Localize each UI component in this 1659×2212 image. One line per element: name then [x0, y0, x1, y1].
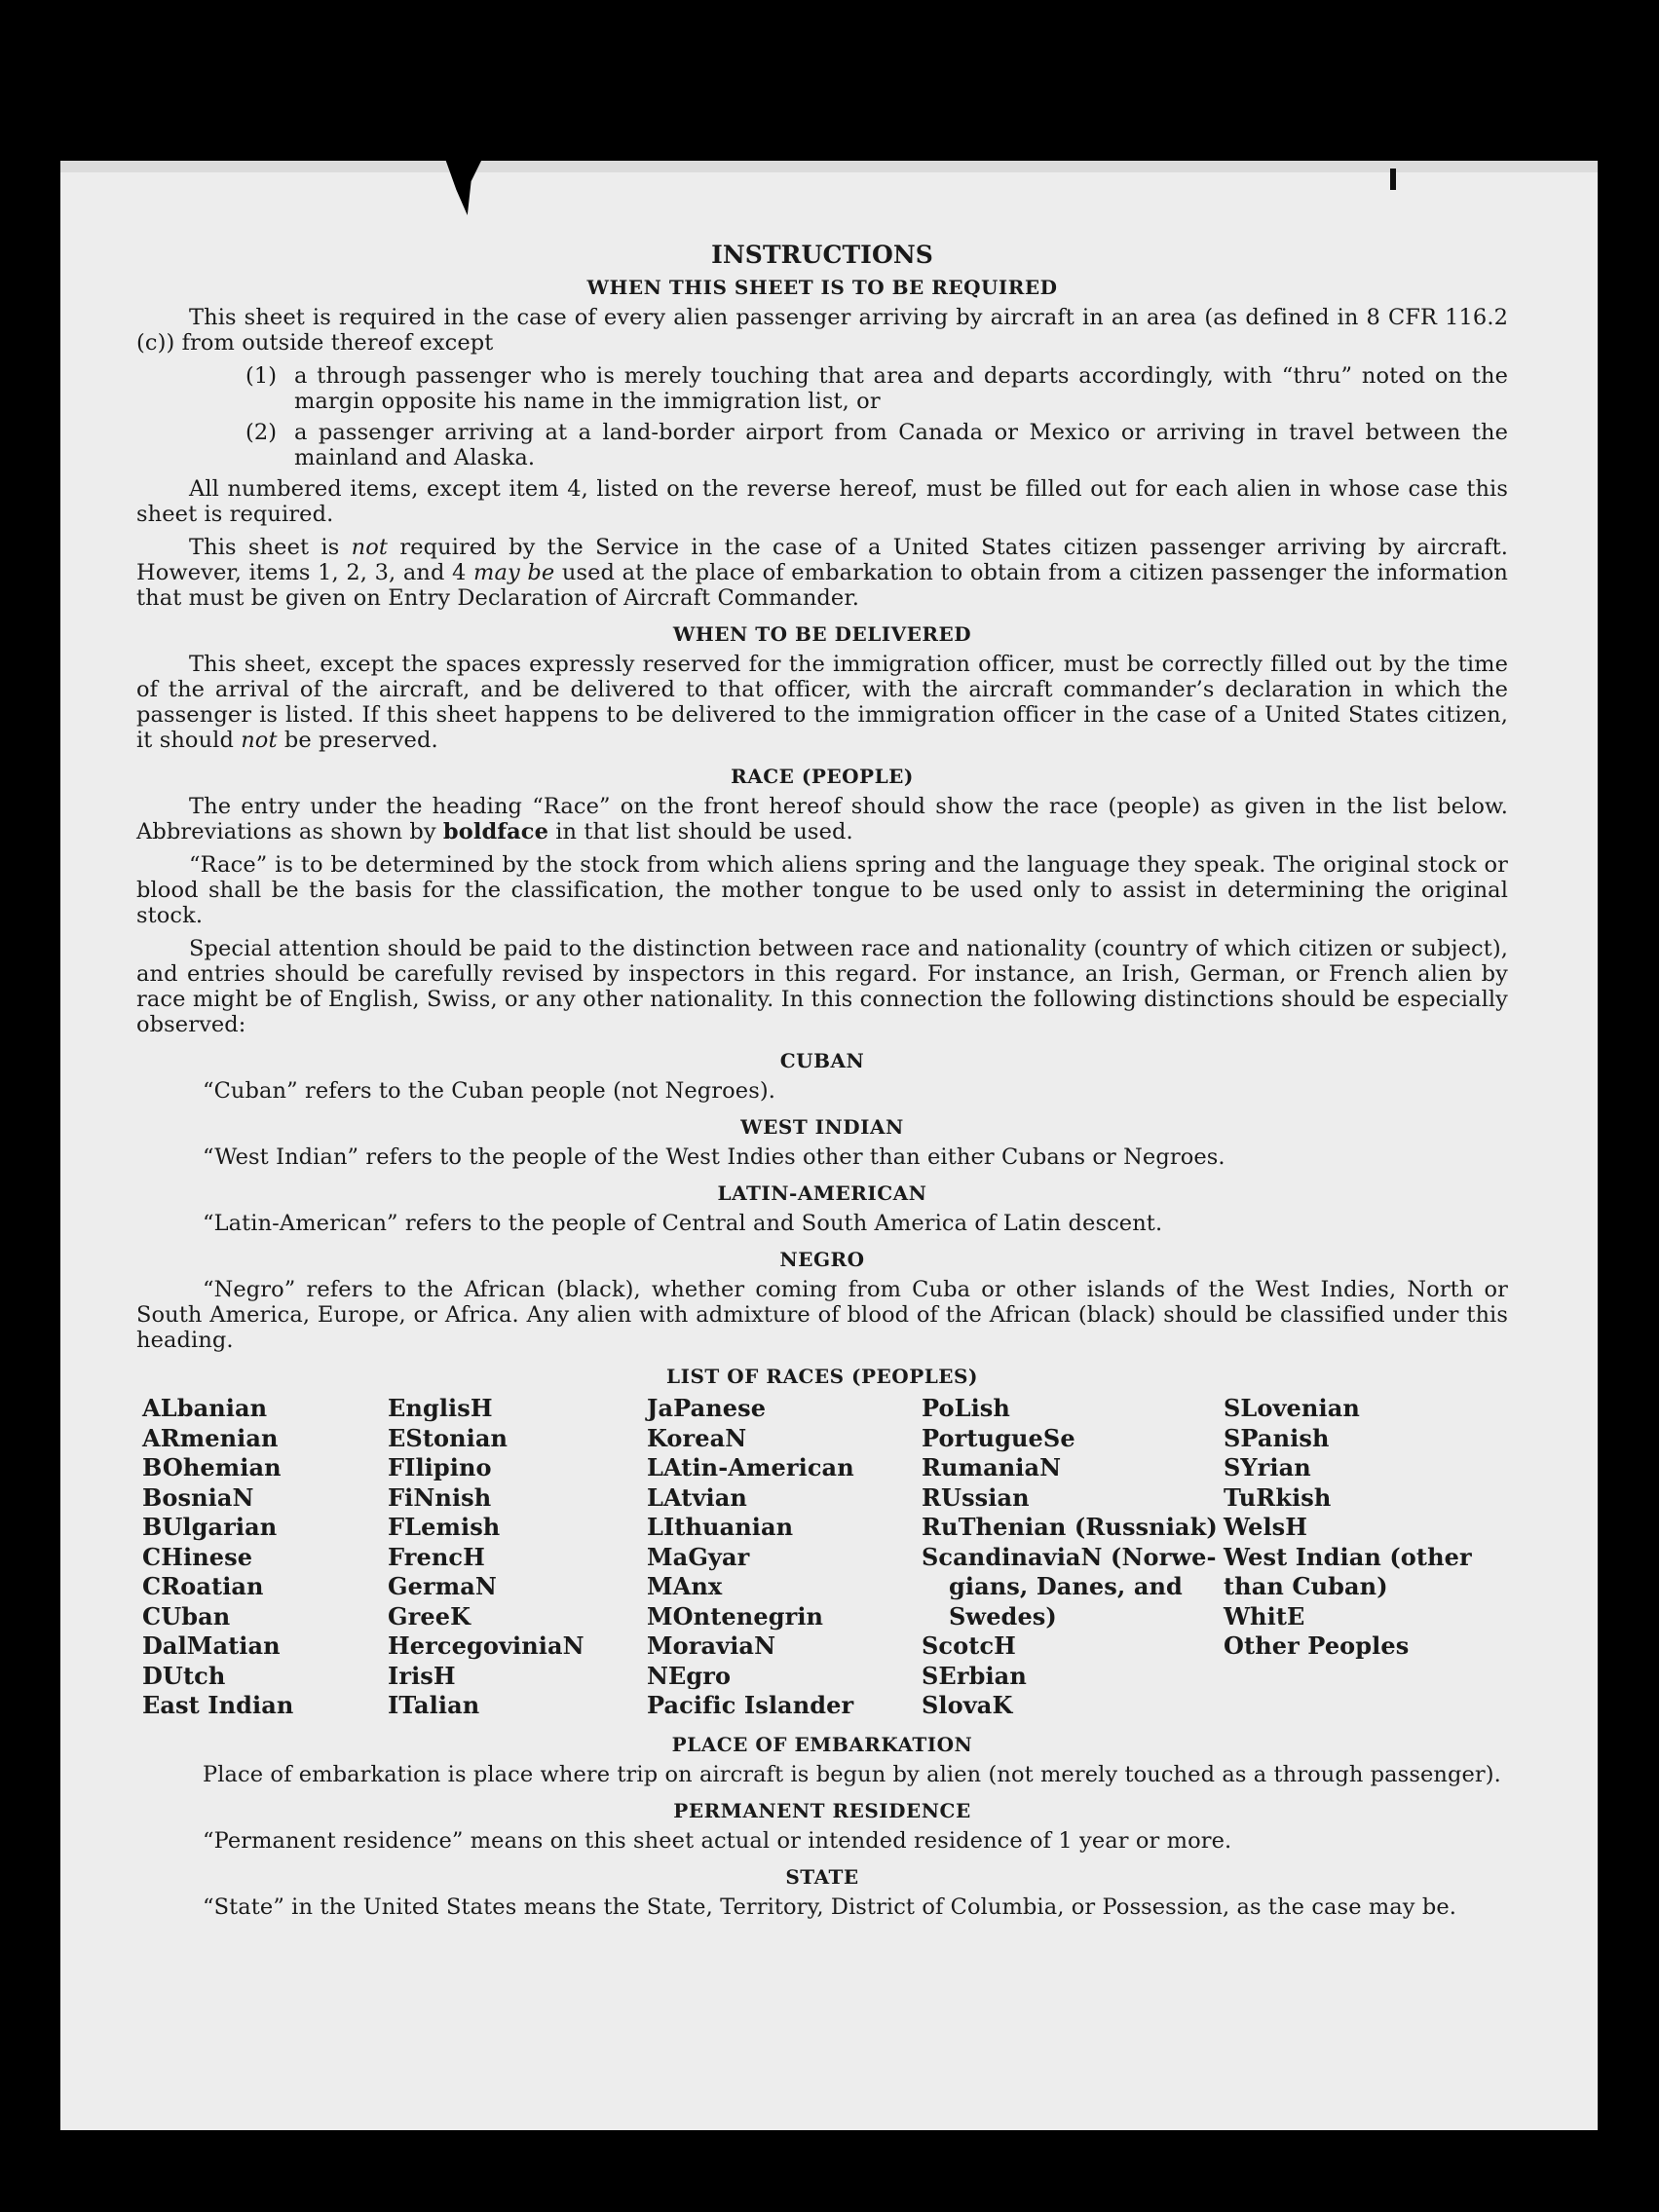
heading-residence: PERMANENT RESIDENCE: [673, 1798, 971, 1822]
heading-state: STATE: [785, 1864, 859, 1889]
race-entry: CRoatian: [142, 1572, 264, 1600]
torn-edge: [445, 159, 482, 215]
heading-west-indian: WEST INDIAN: [740, 1115, 904, 1139]
race-entry: EStonian: [388, 1423, 509, 1452]
page-title: INSTRUCTIONS: [711, 241, 933, 269]
text-run: required by the Service in the case of a United States citizen passenger arriving by aircraft. However, items 1, 2, 3, and 4: [136, 535, 1508, 585]
item-text: a passenger arriving at a land-border airport from Canada or Mexico or arriving in travel between the mainland and Alaska.: [294, 420, 1508, 470]
state-text: “State” in the United States means the State, Territory, District of Columbia, or Possession, as the case may be.: [203, 1893, 1457, 1920]
race-entry: ITalian: [388, 1691, 480, 1719]
races-column-4: [922, 1394, 1224, 1721]
race-entry: BosniaN: [142, 1482, 254, 1512]
text-run: used at the place of embarkation to obtain from a citizen passenger the information that must be given on Entry Declaration of Aircraft Commander.: [136, 560, 1509, 611]
emphasis-not: not: [351, 535, 389, 560]
race-entry: MoraviaN: [647, 1631, 776, 1660]
race-entry: BOhemian: [142, 1453, 282, 1481]
race-entry: SlovaK: [922, 1691, 1013, 1719]
race-entry: TuRkish: [1224, 1482, 1332, 1512]
race-entry: ScotcH: [922, 1631, 1016, 1660]
race-entry: MAnx: [647, 1572, 723, 1600]
residence-text: “Permanent residence” means on this sheet actual or intended residence of 1 year or more.: [203, 1827, 1232, 1854]
required-paragraph-3: [136, 535, 1508, 611]
text-run: be preserved.: [277, 728, 438, 753]
race-entry: CHinese: [142, 1542, 253, 1571]
race-entry: JaPanese: [647, 1394, 767, 1422]
heading-cuban: CUBAN: [779, 1049, 865, 1072]
race-paragraph-2: “Race” is to be determined by the stock from which aliens spring and the language they speak. The original stock or blood shall be the basis for the classification, the mother tongue to be used only to assist in determining the original stock.: [136, 852, 1508, 928]
text-run: in that list should be used.: [547, 819, 853, 844]
race-entry: FiNnish: [388, 1482, 492, 1512]
race-entry-continued: gians, Danes, and: [949, 1572, 1183, 1600]
exception-item-2: [245, 420, 1508, 470]
emphasis-not: not: [241, 728, 278, 753]
race-entry: BUlgarian: [142, 1513, 278, 1541]
race-entry: FrencH: [388, 1542, 485, 1571]
race-entry: LAtvian: [647, 1482, 747, 1512]
heading-negro: NEGRO: [779, 1248, 865, 1271]
text-run: The entry under the heading “Race” on the front hereof should show the race (people) as given in the list below. Abbreviations as shown by: [136, 794, 1508, 844]
race-paragraph-1: [136, 794, 1508, 844]
races-column-1: [136, 1394, 388, 1721]
heading-list-of-races: LIST OF RACES (PEOPLES): [666, 1365, 978, 1388]
text-run: This sheet is: [189, 535, 352, 560]
race-entry: DUtch: [142, 1661, 226, 1690]
heading-embarkation: PLACE OF EMBARKATION: [671, 1732, 973, 1756]
item-number: (1): [245, 363, 278, 389]
cuban-text: “Cuban” refers to the Cuban people (not Negroes).: [203, 1078, 775, 1104]
race-entry: LIthuanian: [647, 1513, 794, 1541]
race-entry-continued: than Cuban): [1224, 1572, 1388, 1600]
race-entry: ALbanian: [142, 1394, 268, 1422]
race-entry: FLemish: [388, 1513, 501, 1541]
race-paragraph-3: Special attention should be paid to the distinction between race and nationality (country of which citizen or subject), and entries should be carefully revised by inspectors in this regard. For instance, an Irish, German, or French alien by race might be of English, Swiss, or any other nationality. In this connection the following distinctions should be especially observed:: [136, 936, 1508, 1037]
emphasis-may-be: may be: [473, 560, 555, 585]
race-entry: SYrian: [1224, 1453, 1311, 1481]
race-entry: ARmenian: [142, 1423, 279, 1452]
race-entry: KoreaN: [647, 1423, 747, 1452]
race-entry: Other Peoples: [1224, 1631, 1410, 1660]
race-entry: RUssian: [922, 1482, 1030, 1512]
races-column-5: [1224, 1394, 1477, 1721]
item-text: a through passenger who is merely touching that area and departs accordingly, with “thru” noted on the margin opposite his name in the immigration list, or: [294, 363, 1508, 414]
race-entry: RuThenian (Russniak): [922, 1513, 1218, 1541]
race-entry: SErbian: [922, 1661, 1027, 1690]
race-entry: SPanish: [1224, 1423, 1330, 1452]
race-entry: WelsH: [1224, 1513, 1308, 1541]
race-entry: CUban: [142, 1601, 231, 1631]
race-entry: MOntenegrin: [647, 1601, 824, 1631]
document-page: [60, 161, 1598, 2130]
heading-race: RACE (PEOPLE): [731, 765, 914, 788]
race-entry: LAtin-American: [647, 1453, 854, 1481]
item-number: (2): [245, 420, 278, 445]
races-column-2: [388, 1394, 647, 1721]
race-entry: DalMatian: [142, 1631, 281, 1660]
race-entry: ScandinaviaN (Norwe-: [922, 1542, 1217, 1571]
race-entry: EnglisH: [388, 1394, 493, 1422]
race-entry: WhitE: [1224, 1601, 1305, 1631]
race-entry: West Indian (other: [1224, 1542, 1472, 1571]
required-paragraph-1: This sheet is required in the case of every alien passenger arriving by aircraft in an area (as defined in 8 CFR 116.2 (c)) from outside thereof except: [136, 305, 1508, 356]
embarkation-text: Place of embarkation is place where trip on aircraft is begun by alien (not merely touched as a through passenger).: [203, 1761, 1501, 1787]
race-entry: IrisH: [388, 1661, 456, 1690]
race-entry: MaGyar: [647, 1542, 750, 1571]
exception-item-1: [245, 363, 1508, 414]
heading-delivered: WHEN TO BE DELIVERED: [672, 622, 972, 646]
race-entry: NEgro: [647, 1661, 732, 1690]
heading-required: WHEN THIS SHEET IS TO BE REQUIRED: [586, 276, 1058, 299]
text-run: This sheet, except the spaces expressly reserved for the immigration officer, must be correctly filled out by the time of the arrival of the aircraft, and be delivered to that officer, with the aircraft commander’s declaration in which the passenger is listed. If this sheet happens to be delivered to the immigration officer in the case of a United States citizen, it should: [136, 652, 1508, 753]
race-entry: PoLish: [922, 1394, 1010, 1422]
instructions-content: [136, 241, 1508, 1928]
negro-text: “Negro” refers to the African (black), whether coming from Cuba or other islands of the West Indies, North or South America, Europe, or Africa. Any alien with admixture of blood of the African (black) should be classified under this heading.: [136, 1277, 1508, 1353]
punch-mark: [1390, 169, 1396, 190]
race-entry: GermaN: [388, 1572, 497, 1600]
west-indian-text: “West Indian” refers to the people of the West Indies other than either Cubans or Negroes.: [203, 1144, 1225, 1170]
required-paragraph-2: All numbered items, except item 4, listed on the reverse hereof, must be filled out for each alien in whose case this sheet is required.: [136, 476, 1508, 527]
latin-american-text: “Latin-American” refers to the people of Central and South America of Latin descent.: [203, 1211, 1163, 1236]
races-column-3: [647, 1394, 922, 1721]
race-entry: HercegoviniaN: [388, 1631, 584, 1660]
race-entry: SLovenian: [1224, 1394, 1360, 1422]
race-entry-continued: Swedes): [949, 1601, 1057, 1631]
emphasis-boldface: boldface: [442, 819, 548, 844]
race-entry: PortugueSe: [922, 1423, 1075, 1452]
race-entry: GreeK: [388, 1601, 471, 1631]
race-entry: FIlipino: [388, 1453, 492, 1481]
race-entry: Pacific Islander: [647, 1691, 854, 1719]
race-entry: RumaniaN: [922, 1453, 1062, 1481]
heading-latin-american: LATIN-AMERICAN: [717, 1181, 927, 1205]
delivered-paragraph: [136, 652, 1508, 753]
races-list: [136, 1394, 1508, 1721]
race-entry: East Indian: [142, 1691, 294, 1719]
